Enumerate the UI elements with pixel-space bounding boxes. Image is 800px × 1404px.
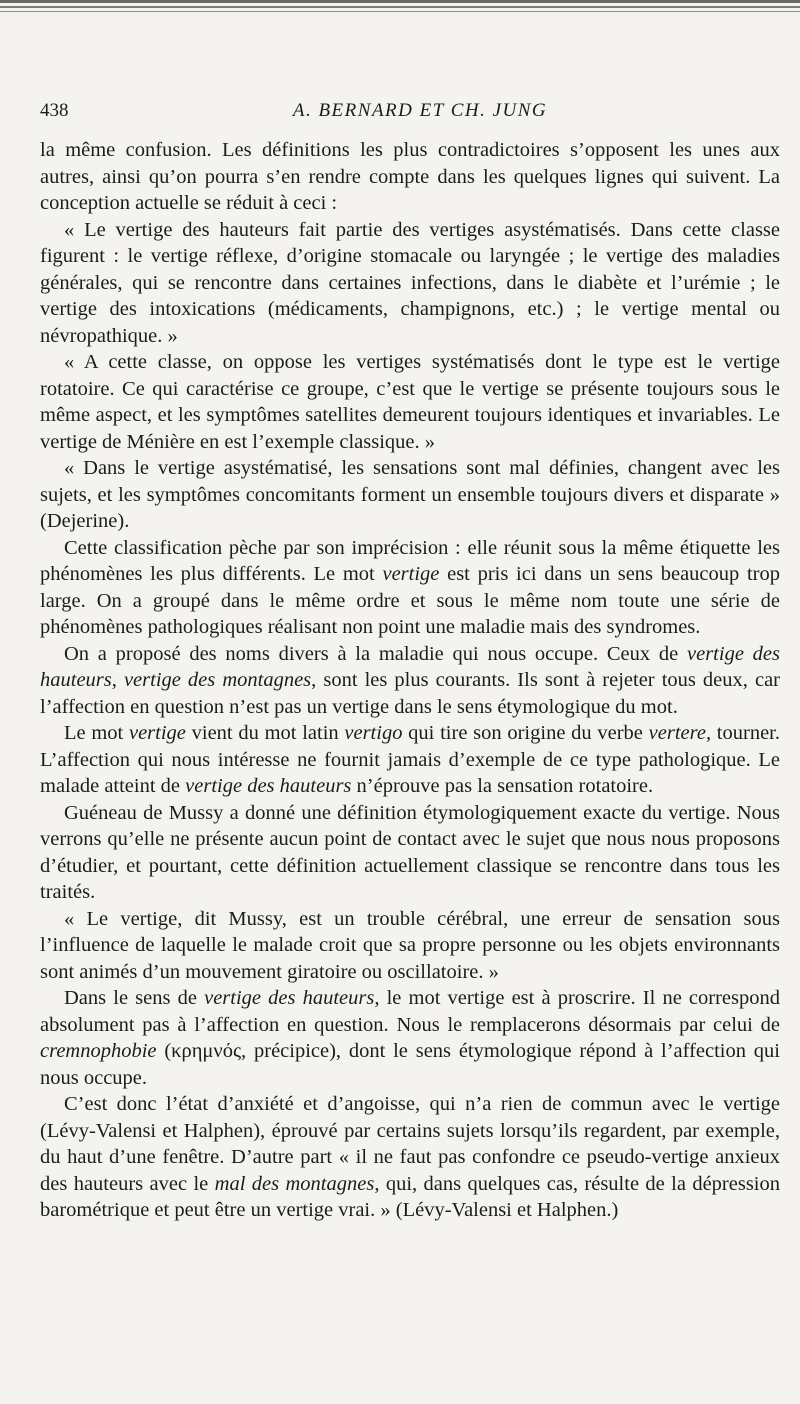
text-run: , le mot vertige est à proscrire. Il ne correspond absolument pas à l’affection en question. Nous le remplacerons désormais par celui de [40,987,780,1036]
text-run: Cette classification pèche par son imprécision : elle réunit sous la même étiquette les phénomènes les plus différents. Le mot [40,536,780,585]
italic-text: vertige [128,722,186,744]
italic-text: vertige [382,563,440,585]
text-run: , [111,669,124,691]
text-run: est pris ici dans un sens beaucoup trop large. On a groupé dans le même ordre et sous le même nom toute une série de phénomènes pathologiques réalisant non point une maladie mais des syndromes. [40,563,780,638]
text-run: vient du mot latin [185,722,345,744]
italic-text: vertige des hauteurs [204,987,375,1009]
body-text [40,137,780,1224]
text-run: (κρημνός, précipice), dont le sens étymologique répond à l’affection qui nous occupe. [40,1040,780,1089]
text-run: n’éprouve pas la sensation rotatoire. [351,775,654,797]
text-run: , tourner. L’affection qui nous intéresse ne fournit jamais d’exemple de ce type pathologique. Le malade atteint de [40,722,780,797]
text-run: la même confusion. Les définitions les plus contradictoires s’opposent les unes aux autres, ainsi qu’on pourra s’en rendre compte dans les quelques lignes qui suivent. La conception actuelle se réduit à ceci : [40,139,780,214]
paragraph [40,217,780,350]
paragraph [40,985,780,1091]
text-run: « Dans le vertige asystématisé, les sensations sont mal définies, changent avec les sujets, et les symptômes concomitants forment un ensemble toujours divers et disparate » (Dejerine). [40,457,780,532]
paragraph [40,137,780,217]
page-number: 438 [40,100,69,121]
text-run: , qui, dans quelques cas, résulte de la dépression barométrique et peut être un vertige vrai. » (Lévy-Valensi et Halphen.) [40,1172,781,1221]
running-head: A. BERNARD ET CH. JUNG [292,100,548,121]
text-run: On a proposé des noms divers à la maladie qui nous occupe. Ceux de [64,642,687,665]
paragraph [40,455,780,535]
paragraph [40,906,780,986]
text-run: « A cette classe, on oppose les vertiges systématisés dont le type est le vertige rotatoire. Ce qui caractérise ce groupe, c’est que le vertige se présente toujours sous le même aspect, et les symptômes satellites demeurent toujours identiques et invariables. Le vertige de Ménière en est l’exemple classique. » [40,351,780,453]
italic-text: vertere [648,722,706,744]
top-border-scan-lines [0,0,800,18]
italic-text: vertige des montagnes [123,669,312,691]
paragraph [40,349,780,455]
text-run: « Le vertige, dit Mussy, est un trouble cérébral, une erreur de sensation sous l’influence de laquelle le malade croit que sa propre personne ou les objets environnants sont animés d’un mouvement giratoire ou oscillatoire. » [40,907,780,983]
italic-text: vertigo [344,722,403,744]
paragraph [40,641,780,721]
italic-text: mal des montagnes [214,1172,375,1195]
text-run: Guéneau de Mussy a donné une définition étymologiquement exacte du vertige. Nous verrons qu’elle ne présente aucun point de contact avec le sujet que nous nous proposons d’étudier, et pourtant, cette définition actuellement classique se rencontre dans tous les traités. [40,801,780,903]
text-run: , sont les plus courants. Ils sont à rejeter tous deux, car l’affection en question n’est pas un vertige dans le sens étymologique du mot. [40,669,780,718]
text-run: qui tire son origine du verbe [402,722,649,744]
text-run: Le mot [64,722,129,744]
paragraph [40,800,780,906]
text-run: C’est donc l’état d’anxiété et d’angoisse, qui n’a rien de commun avec le vertige (Lévy-Valensi et Halphen), éprouvé par certains sujets lorsqu’ils regardent, par exemple, du haut d’une fenêtre. D’autre part « il ne faut pas confondre ce pseudo-vertige anxieux des hauteurs avec le [40,1093,780,1195]
paragraph [40,535,780,641]
text-run: « Le vertige des hauteurs fait partie des vertiges asystématisés. Dans cette classe figurent : le vertige réflexe, d’origine stomacale ou laryngée ; le vertige des maladies générales, qui se rencontre dans certaines infections, dans le diabète et l’urémie ; le vertige des intoxications (médicaments, champignons, etc.) ; le vertige mental ou névropathique. » [40,218,780,347]
italic-text: vertige des hauteurs [185,775,352,797]
text-run: Dans le sens de [64,987,205,1009]
paragraph [40,1091,780,1224]
paragraph [40,720,780,800]
italic-text: vertige des hauteurs [40,642,780,691]
page-header [40,100,760,126]
italic-text: cremnophobie [40,1040,157,1062]
